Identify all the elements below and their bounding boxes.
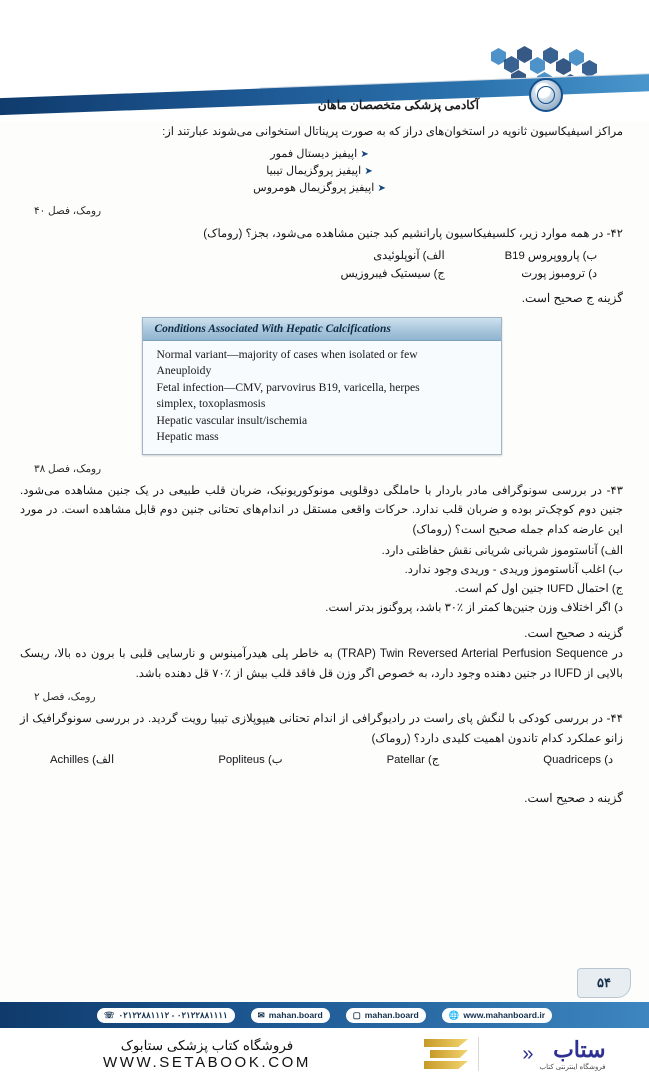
option-b: ب) اغلب آناستوموز وریدی - وریدی وجود ندارد. (404, 564, 623, 576)
option-c: ج) سیستیک فیبروزیس (340, 267, 445, 280)
list-item (20, 180, 623, 197)
question-43-stem: ۴۳- در بررسی سونوگرافی مادر باردار با حاملگی دوقلویی مونوکوریونیک، ضربان قلب طبیعی در یک جنین مشاهده می‌شود. جنین دوم کوچک‌تر بوده و ضربان قلب ندارد. حرکات واقعی مستقل در اندام‌های تحتانی جنین دوم قابل مشاهده است. در مورد این عارضه کدام جمله صحیح است؟ (روماک) (20, 483, 623, 536)
instagram-text: mahan.board (364, 1010, 419, 1020)
page-header (0, 0, 649, 122)
question-42-text: ۴۲- در همه موارد زیر، کلسیفیکاسیون پارانشیم کبد جنین مشاهده می‌شود، بجز؟ (روماک) (203, 226, 623, 240)
table-row: Aneuploidy (156, 364, 212, 377)
instagram-icon: ▢ (352, 1009, 361, 1020)
table-row: Hepatic mass (156, 430, 219, 443)
double-chevron-left-icon: « (522, 1042, 534, 1065)
hepatic-calcifications-table (142, 317, 502, 455)
setabook-logo[interactable] (479, 1037, 649, 1071)
arrow-right-icon: ➤ (360, 148, 369, 160)
table-caption: Conditions Associated With Hepatic Calcifications (143, 318, 501, 341)
list-item-label: اپیفیز پروگزیمال هومروس (253, 181, 375, 194)
option-a: الف) آنوپلوئیدی (373, 249, 445, 262)
mahan-academy-seal (529, 78, 563, 112)
question-43-options (20, 542, 623, 618)
divider (478, 1037, 479, 1071)
option-a: الف) آناستوموز شریانی شریانی نقش حفاظتی دارد. (381, 545, 623, 557)
gold-stripes-icon (424, 1037, 468, 1071)
arrow-right-icon: ➤ (364, 165, 373, 177)
option-a: الف) Achilles (50, 754, 115, 766)
reference-1: رومک، فصل ۴۰ (34, 205, 102, 217)
table-row: simplex, toxoplasmosis (156, 397, 266, 410)
question-44-options (50, 751, 613, 769)
setabook-logo-text: ستاب (553, 1037, 606, 1062)
option-b: ب) Popliteus (218, 754, 283, 766)
table-row: Fetal infection—CMV, parvovirus B19, varicella, herpes (156, 380, 420, 394)
option-c: ج) Patellar (386, 754, 440, 766)
table-row: Normal variant—majority of cases when isolated or few (156, 347, 418, 361)
globe-icon: 🌐 (448, 1009, 460, 1020)
website-text: www.mahanboard.ir (463, 1010, 546, 1020)
phone-text: ۰۲۱۲۲۸۸۱۱۱۲ - ۰۲۱۲۲۸۸۱۱۱۱ (118, 1009, 228, 1020)
instagram-chip[interactable] (346, 1008, 426, 1023)
question-43-explanation: در TRAP) Twin Reversed Arterial Perfusion Sequence) به خاطر پلی هیدرآمینوس و نارسایی قلبی با برون ده بالا، ریسک بالایی از IUFD در جنین دهنده وجود دارد، به خصوص اگر وزن قل فاقد قلب بیش از ٪۷۰ قل دهنده باشد. (20, 647, 623, 680)
setabook-brand-text (0, 1038, 414, 1071)
contact-footer-bar (0, 1002, 649, 1028)
option-c: ج) احتمال IUFD جنین اول کم است. (454, 583, 623, 595)
reference-2: رومک، فصل ۳۸ (34, 463, 102, 475)
list-item-label: اپیفیز پروگزیمال تیبیا (266, 164, 362, 177)
intro-line: مراکز اسیفیکاسیون ثانویه در استخوان‌های دراز که به صورت پریناتال استخوانی می‌شوند عبارتند از: (162, 126, 623, 138)
telegram-text: mahan.board (268, 1010, 323, 1020)
store-url[interactable]: WWW.SETABOOK.COM (103, 1053, 311, 1071)
ossification-list (20, 146, 623, 197)
telegram-chip[interactable] (251, 1008, 330, 1023)
list-item (20, 146, 623, 163)
telegram-icon: ✉ (257, 1009, 265, 1020)
page-content (0, 124, 649, 809)
phone-icon: ☏ (103, 1009, 115, 1020)
academy-title: آکادمی پزشکی متخصصان ماهان (317, 98, 479, 112)
store-name: فروشگاه کتاب پزشکی ستابوک (120, 1037, 294, 1053)
question-42-options (20, 247, 597, 283)
question-42-stem (20, 225, 623, 243)
arrow-right-icon: ➤ (377, 182, 386, 194)
reference-3: رومک، فصل ۲ (34, 692, 96, 703)
option-d: د) اگر اختلاف وزن جنین‌ها کمتر از ٪۳۰ باشد، پروگنوز بدتر است. (325, 602, 623, 614)
list-item-label: اپیفیز دیستال فمور (270, 147, 358, 160)
phone-chip (97, 1008, 235, 1023)
setabook-brand-bar (0, 1028, 649, 1080)
question-44-answer: گزینه د صحیح است. (524, 791, 623, 805)
question-43-answer: گزینه د صحیح است. (524, 626, 623, 640)
option-d: د) ترومبوز پورت (521, 267, 597, 280)
table-row: Hepatic vascular insult/ischemia (156, 413, 308, 427)
question-42-answer: گزینه ج صحیح است. (521, 290, 623, 305)
list-item (20, 163, 623, 180)
setabook-logo-sub: فروشگاه اینترنتی کتاب (539, 1064, 606, 1071)
website-chip[interactable] (442, 1008, 552, 1023)
question-44-stem: ۴۴- در بررسی کودکی با لنگش پای راست در رادیوگرافی از اندام تحتانی هیپوپلازی تیبیا رویت گردید. در بررسی سونوگرافیک از زانو عملکرد کدام تاندون اهمیت کلیدی دارد؟ (روماک) (20, 712, 623, 745)
option-d: د) Quadriceps (543, 754, 613, 766)
page-number: ۵۴ (577, 968, 631, 998)
option-b: ب) پارووپروس B19 (504, 249, 597, 262)
